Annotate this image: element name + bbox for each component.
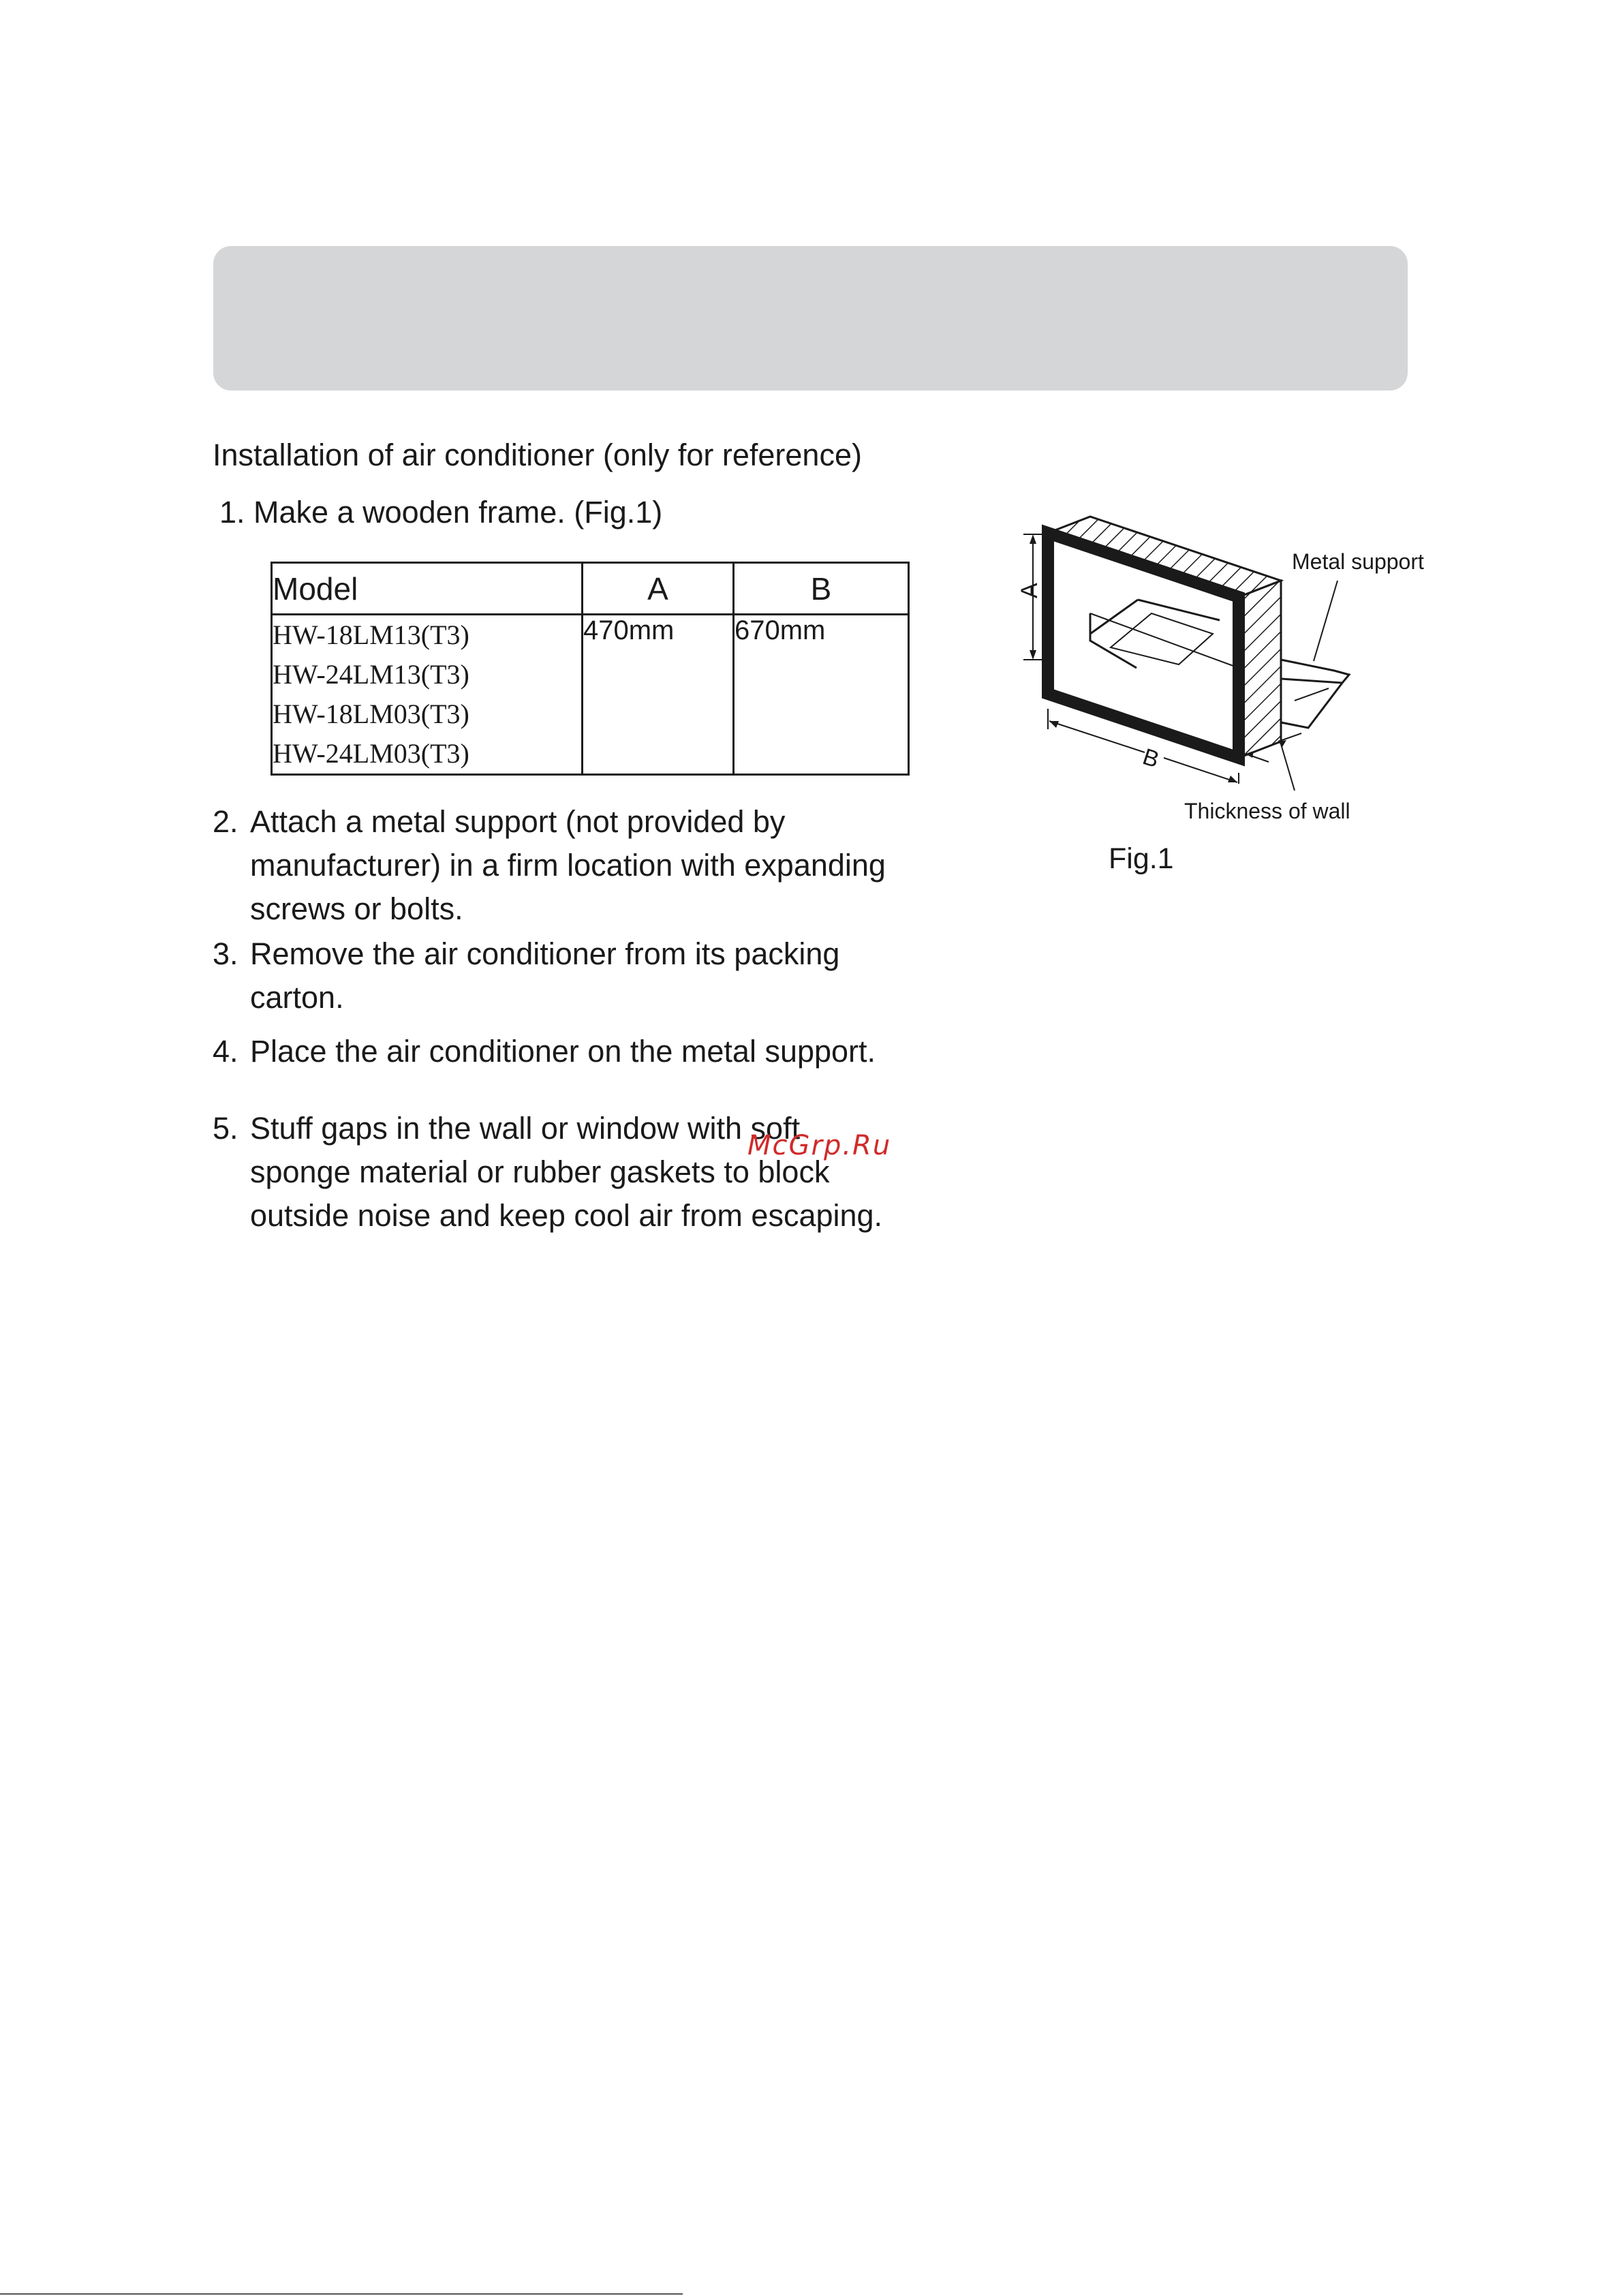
- watermark: McGrp.Ru: [747, 1130, 892, 1161]
- step-text: Remove the air conditioner from its packing carton.: [250, 936, 840, 1015]
- step-number: 2.: [213, 804, 238, 839]
- step-5: [213, 1107, 882, 1238]
- dimension-a-label: A: [1017, 583, 1042, 598]
- step-number: 4.: [213, 1034, 238, 1069]
- step-2: [213, 800, 886, 931]
- step-text: Stuff gaps in the wall or window with soft sponge material or rubber gaskets to block outside noise and keep cool air from escaping.: [250, 1111, 883, 1233]
- metal-support: [1281, 660, 1349, 683]
- table-header-row: [272, 563, 909, 615]
- dimension-b-value: 670mm: [734, 615, 909, 775]
- model-name: HW-24LM13(T3): [273, 659, 469, 690]
- dimension-a-value: 470mm: [583, 615, 734, 775]
- step-3: [213, 932, 839, 1020]
- footer-rule: [0, 2293, 683, 2295]
- header-a: A: [583, 563, 734, 615]
- dimension-b-label: B: [1139, 744, 1162, 774]
- frame-dimensions-table: [270, 562, 910, 776]
- step-1-text: 1. Make a wooden frame. (Fig.1): [219, 495, 663, 530]
- metal-support-leader: [1314, 581, 1338, 661]
- wall-top-face: [1048, 517, 1281, 597]
- step-number: 5.: [213, 1111, 238, 1146]
- wall-side-face: [1239, 581, 1281, 758]
- thickness-of-wall-label: Thickness of wall: [1184, 799, 1350, 823]
- step-text: Attach a metal support (not provided by manufacturer) in a firm location with expanding screws or bolts.: [250, 804, 886, 926]
- model-name: HW-18LM03(T3): [273, 699, 469, 729]
- metal-support-label: Metal support: [1292, 549, 1424, 574]
- step-4: [213, 1030, 876, 1073]
- model-list: [272, 615, 583, 775]
- model-name: HW-24LM03(T3): [273, 738, 469, 769]
- wooden-frame-figure: [1008, 504, 1417, 791]
- model-name: HW-18LM13(T3): [273, 619, 469, 650]
- thickness-leader: [1281, 744, 1295, 791]
- step-number: 3.: [213, 936, 238, 971]
- section-header-band: [213, 246, 1408, 391]
- figure-caption: Fig.1: [1109, 842, 1174, 875]
- intro-heading: Installation of air conditioner (only for reference): [213, 438, 862, 472]
- step-text: Place the air conditioner on the metal support.: [250, 1034, 876, 1069]
- header-b: B: [734, 563, 909, 615]
- header-model: Model: [272, 563, 583, 615]
- table-row: [272, 615, 909, 775]
